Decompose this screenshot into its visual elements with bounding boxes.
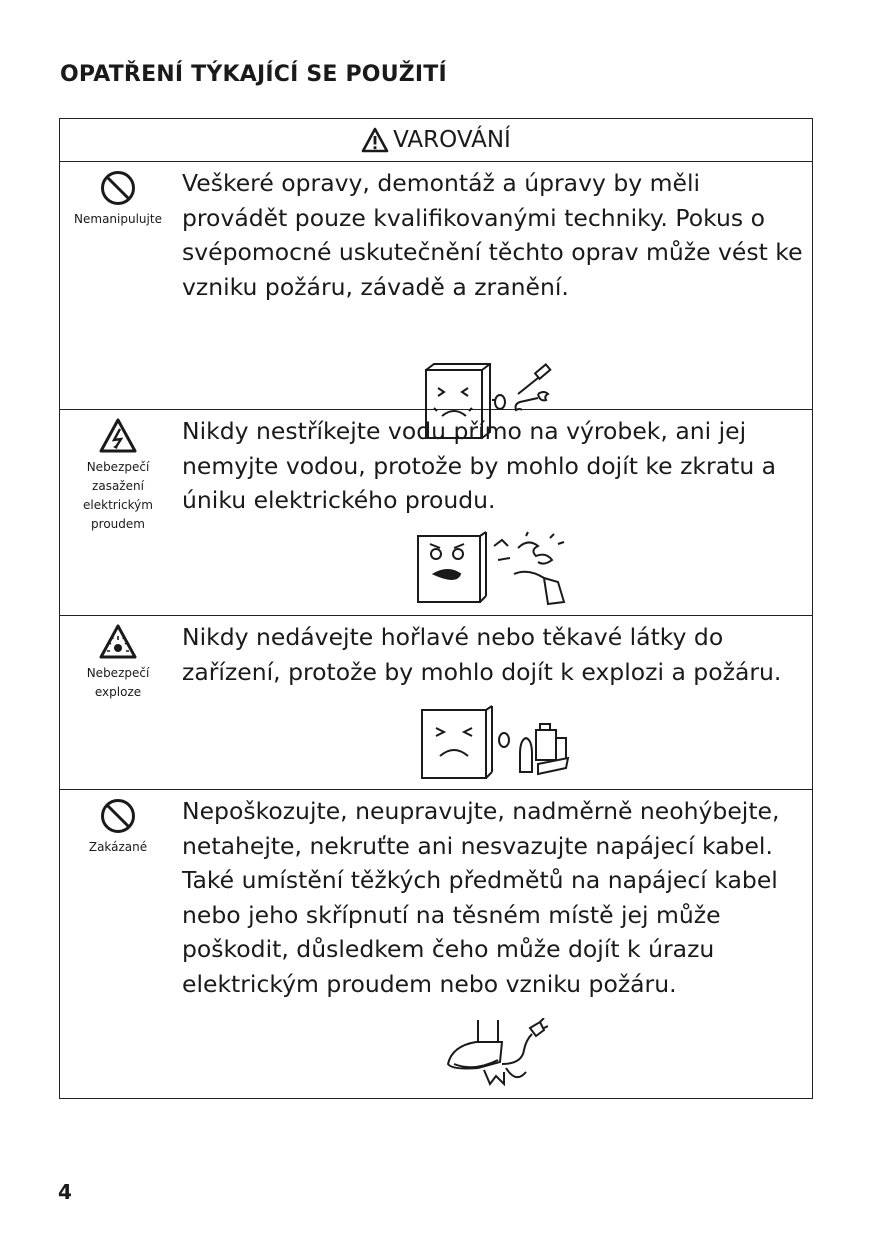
- warning-row-icon-cell: [60, 790, 176, 857]
- warning-header: [60, 119, 812, 162]
- no-disassembly-icon: [98, 168, 138, 208]
- page-title: OPATŘENÍ TÝKAJÍCÍ SE POUŽITÍ: [60, 62, 447, 87]
- flammable-items-appliance-illustration: [416, 704, 572, 782]
- cable-stepped-on-illustration: [444, 1018, 548, 1090]
- warning-row-icon-cell: [60, 616, 176, 702]
- warning-row-icon-cell: [60, 162, 176, 229]
- electric-shock-icon: [98, 416, 138, 456]
- warning-row-icon-label: Zakázané: [88, 840, 148, 854]
- warning-header-label: VAROVÁNÍ: [393, 127, 511, 153]
- explosion-icon: [98, 622, 138, 662]
- warning-row-water: [60, 410, 812, 616]
- water-spray-appliance-illustration: [414, 530, 576, 608]
- warning-row-icon-label: Nemanipulujte: [74, 212, 162, 226]
- warning-row-icon-cell: [60, 410, 176, 534]
- warning-row-disassembly: [60, 162, 812, 410]
- prohibited-icon: [98, 796, 138, 836]
- page-number: 4: [58, 1180, 72, 1204]
- warning-triangle-icon: [361, 127, 389, 153]
- warning-row-power-cable: [60, 790, 812, 1098]
- warning-row-flammable: [60, 616, 812, 790]
- warning-row-icon-label: Nebezpečí exploze: [86, 666, 150, 699]
- warning-table: [59, 118, 813, 1099]
- warning-row-text: Nepoškozujte, neupravujte, nadměrně neohýbejte, netahejte, nekruťte ani nesvazujte napájecí kabel. Také umístění těžkých předmětů na napájecí kabel nebo jeho skřípnutí na těsném místě jej může poškodit, důsledkem čeho může dojít k úrazu elektrickým proudem nebo vzniku požáru.: [182, 797, 780, 998]
- warning-row-icon-label: Nebezpečí zasažení elektrickým proudem: [83, 460, 153, 531]
- warning-row-text: Nikdy nestříkejte vodu přímo na výrobek, ani jej nemyjte vodou, protože by mohlo dojít ke zkratu a úniku elektrického proudu.: [182, 417, 777, 514]
- warning-row-text: Veškeré opravy, demontáž a úpravy by měli provádět pouze kvalifikovanými techniky. Pokus o svépomocné uskutečnění těchto oprav může vést ke vzniku požáru, závadě a zranění.: [182, 169, 803, 301]
- warning-row-text: Nikdy nedávejte hořlavé nebo těkavé látky do zařízení, protože by mohlo dojít k explozi a požáru.: [182, 623, 782, 686]
